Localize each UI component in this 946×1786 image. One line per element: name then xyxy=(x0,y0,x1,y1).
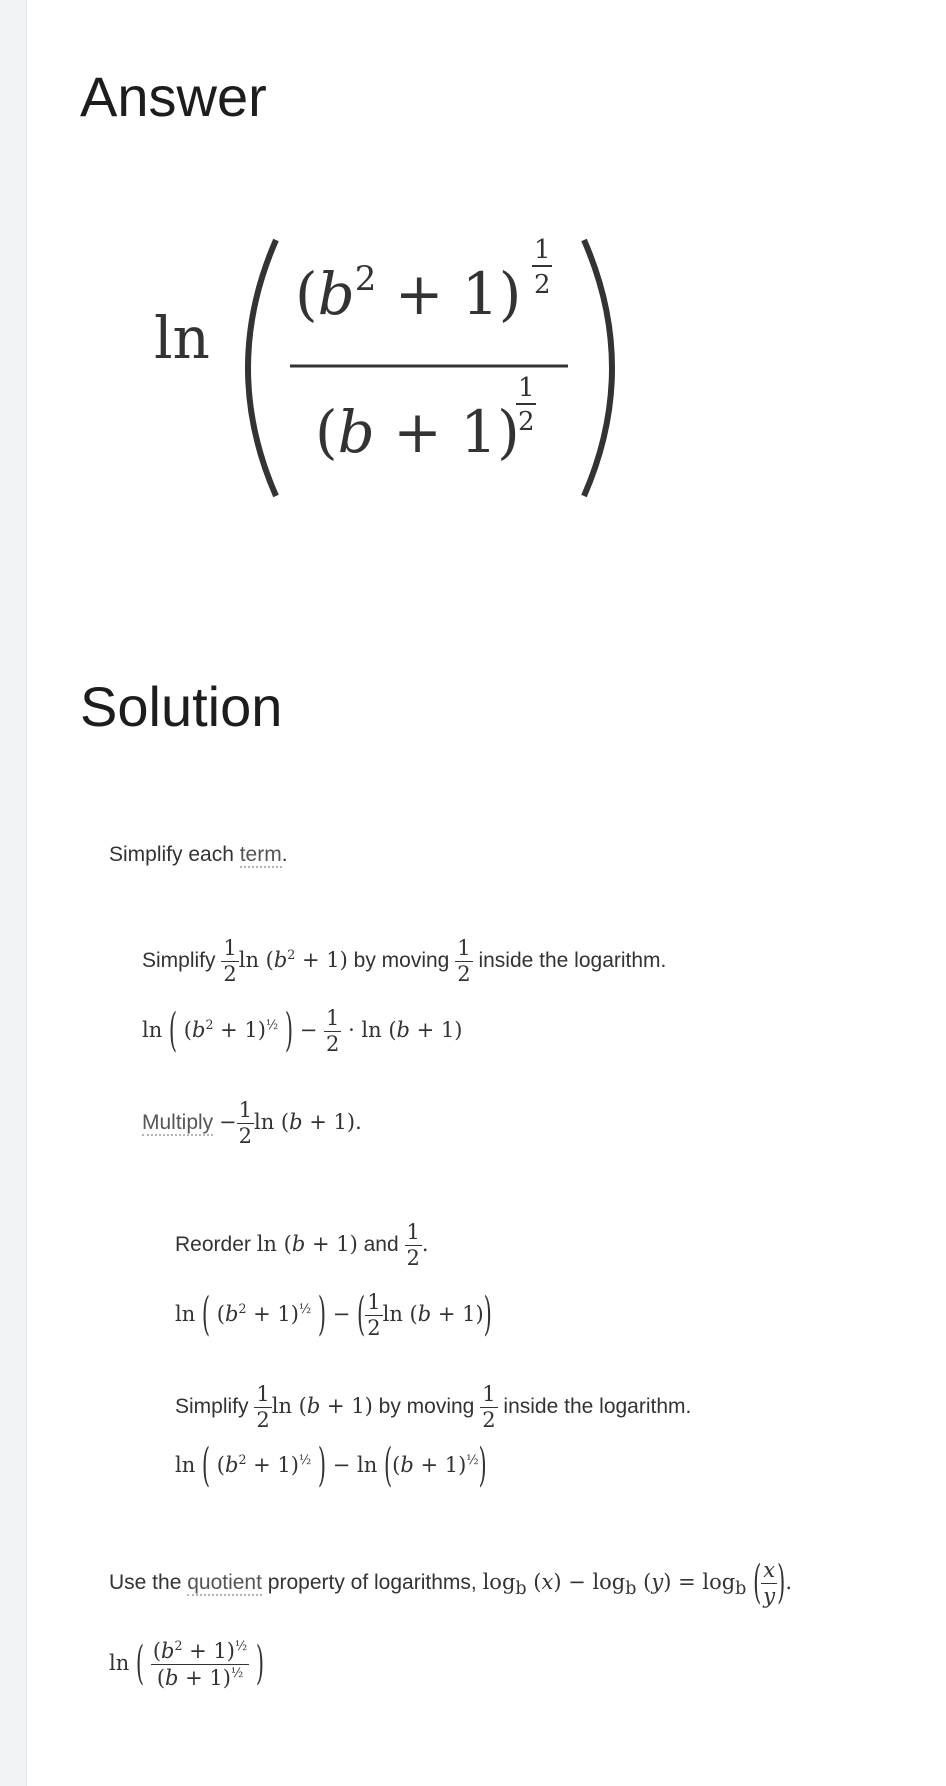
substep-4-text: Simplify $\frac{1}{2}$ ln (b + 1) by moving $\frac{1}{2}$ inside the logarithm. xyxy=(175,1382,692,1432)
substep-4-expression: ln ( $(b^2 + 1)^{\frac{1}{2}}$ ) − $\ln ((b + 1)^{\frac{1}{2}})$ xyxy=(175,1438,487,1492)
substep-1-text: Simplify $\frac{1}{2}$ $\ln (b^2 + 1)$ by moving $\frac{1}{2}$ inside the logarithm. xyxy=(142,936,667,986)
substep-3-text: Reorder ln (b + 1) and $\frac{1}{2}$ . xyxy=(175,1220,429,1270)
solution-heading: Solution xyxy=(80,675,283,738)
answer-heading: Answer xyxy=(80,65,267,128)
svg-text:2: 2 xyxy=(518,407,535,437)
svg-text:2: 2 xyxy=(534,270,551,300)
svg-text:1: 1 xyxy=(518,373,535,403)
step-quotient-property: Use the quotient property of logarithms, $\log_b (x) - \log_b (y) = \log_b$ ( $\frac{x}{y}$ ). xyxy=(109,1555,792,1609)
step-simplify-each-term: Simplify each term. xyxy=(109,843,288,866)
answer-expression xyxy=(140,218,700,518)
multiply-link[interactable]: Multiply xyxy=(142,1111,214,1134)
substep-3-expression: ln ( $(b^2 + 1)^{\frac{1}{2}}$ ) − ( $\frac{1}{2}$ ln (b + 1)) xyxy=(175,1287,492,1341)
svg-text:1: 1 xyxy=(534,235,551,265)
svg-text:(b2 + 1): $(b^2 + 1)$ xyxy=(295,259,522,328)
substep-1-expression: ln ( $(b^2 + 1)^{\frac{1}{2}}$ ) − $\frac{1}{2}$ · ln (b + 1) xyxy=(142,1003,463,1057)
term-link[interactable]: term xyxy=(239,843,282,866)
svg-text:ln: ln xyxy=(154,304,210,372)
svg-text:(b + 1): (b + 1) xyxy=(315,398,520,466)
final-expression: ln ( $\frac{(b^2 + 1)^{\frac{1}{2}}}{(b + 1)^{\frac{1}{2}}}$ ) xyxy=(109,1636,265,1690)
left-rail xyxy=(0,0,27,1786)
substep-2-text: Multiply − $\frac{1}{2}$ ln (b + 1). xyxy=(142,1098,362,1148)
quotient-link[interactable]: quotient xyxy=(187,1571,262,1594)
